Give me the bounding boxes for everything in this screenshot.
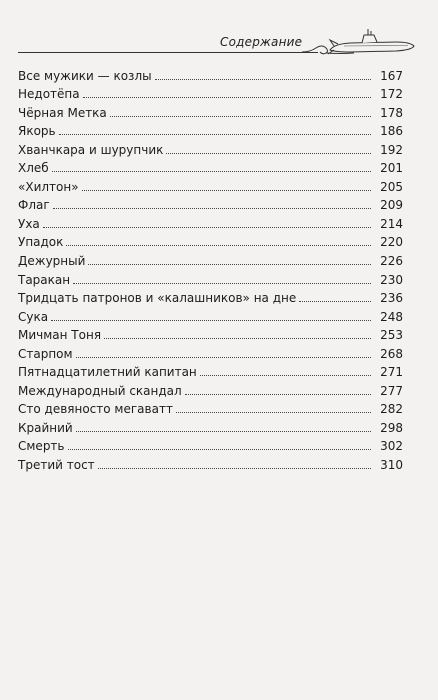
toc-leader-dots (88, 264, 371, 265)
toc-entry-title: Упадок (18, 235, 64, 250)
toc-entry-title: Пятнадцатилетний капитан (18, 365, 197, 380)
toc-entry-page-number: 186 (380, 124, 403, 139)
toc-entry-title: Старпом (18, 346, 73, 361)
running-header (0, 0, 438, 64)
toc-entry-page-number: 192 (380, 142, 403, 157)
header-rule (18, 52, 318, 53)
toc-entry-title: Третий тост (18, 458, 95, 473)
toc-entry (18, 342, 403, 361)
toc-entry-page-number: 214 (380, 216, 403, 231)
toc-entry (18, 453, 403, 472)
toc-leader-dots (104, 338, 371, 339)
toc-leader-dots (185, 394, 371, 395)
toc-entry-title: Сто девяносто мегаватт (18, 402, 173, 417)
toc-entry (18, 435, 403, 454)
toc-leader-dots (83, 97, 371, 98)
toc-leader-dots (68, 449, 372, 450)
toc-entry (18, 138, 403, 157)
toc-entry-title: Сука (18, 309, 49, 324)
toc-entry (18, 416, 403, 435)
toc-leader-dots (166, 153, 371, 154)
toc-entry (18, 398, 403, 417)
toc-leader-dots (155, 79, 371, 80)
running-header-title: Содержание (220, 35, 303, 49)
toc-entry-page-number: 253 (380, 328, 403, 343)
toc-entry-title: Международный скандал (18, 383, 182, 398)
toc-entry-page-number: 277 (380, 383, 403, 398)
toc-leader-dots (110, 116, 371, 117)
toc-entry (18, 120, 403, 139)
toc-entry-page-number: 310 (380, 458, 403, 473)
toc-entry-page-number: 268 (380, 346, 403, 361)
toc-entry-title: «Хилтон» (18, 179, 79, 194)
toc-entry-title: Хлеб (18, 161, 49, 176)
toc-entry-title: Тридцать патронов и «калашников» на дне (18, 291, 297, 306)
toc-entry (18, 268, 403, 287)
toc-leader-dots (52, 171, 371, 172)
toc-leader-dots (73, 283, 371, 284)
toc-entry-page-number: 302 (380, 439, 403, 454)
toc-entry-title: Чёрная Метка (18, 105, 107, 120)
toc-entry-title: Недотёпа (18, 87, 80, 102)
toc-entry-page-number: 201 (380, 161, 403, 176)
toc-entry (18, 194, 403, 213)
toc-entry (18, 101, 403, 120)
toc-entry-page-number: 178 (380, 105, 403, 120)
toc-entry-page-number: 209 (380, 198, 403, 213)
toc-entry-page-number: 248 (380, 309, 403, 324)
toc-entry-page-number: 172 (380, 87, 403, 102)
toc-leader-dots (200, 375, 371, 376)
toc-entry (18, 83, 403, 102)
toc-leader-dots (98, 468, 371, 469)
toc-entry-page-number: 220 (380, 235, 403, 250)
toc-entry-title: Флаг (18, 198, 50, 213)
toc-entry (18, 64, 403, 83)
toc-leader-dots (53, 208, 371, 209)
toc-leader-dots (59, 134, 371, 135)
toc-entry-page-number: 167 (380, 68, 403, 83)
toc-entry (18, 287, 403, 306)
submarine-icon (300, 20, 418, 60)
table-of-contents (18, 64, 403, 472)
toc-entry (18, 249, 403, 268)
toc-entry (18, 212, 403, 231)
toc-entry-page-number: 205 (380, 179, 403, 194)
toc-entry-page-number: 271 (380, 365, 403, 380)
toc-leader-dots (82, 190, 371, 191)
toc-entry-page-number: 282 (380, 402, 403, 417)
toc-leader-dots (66, 245, 371, 246)
toc-entry-page-number: 298 (380, 420, 403, 435)
toc-entry (18, 231, 403, 250)
toc-entry-title: Смерть (18, 439, 65, 454)
toc-entry-title: Якорь (18, 124, 56, 139)
toc-entry (18, 379, 403, 398)
toc-entry (18, 175, 403, 194)
toc-leader-dots (299, 301, 371, 302)
toc-entry-title: Все мужики — козлы (18, 68, 152, 83)
toc-entry (18, 157, 403, 176)
toc-leader-dots (43, 227, 371, 228)
toc-entry (18, 305, 403, 324)
toc-entry-title: Уха (18, 216, 40, 231)
toc-entry-title: Таракан (18, 272, 71, 287)
toc-entry-title: Дежурный (18, 254, 86, 269)
toc-entry-title: Хванчкара и шурупчик (18, 142, 164, 157)
toc-entry-page-number: 226 (380, 254, 403, 269)
toc-leader-dots (51, 320, 371, 321)
toc-entry (18, 324, 403, 343)
toc-leader-dots (76, 431, 371, 432)
toc-leader-dots (176, 412, 371, 413)
toc-entry-title: Мичман Тоня (18, 328, 102, 343)
toc-entry-page-number: 230 (380, 272, 403, 287)
toc-entry-title: Крайний (18, 420, 73, 435)
toc-entry-page-number: 236 (380, 291, 403, 306)
toc-leader-dots (76, 357, 371, 358)
toc-entry (18, 361, 403, 380)
